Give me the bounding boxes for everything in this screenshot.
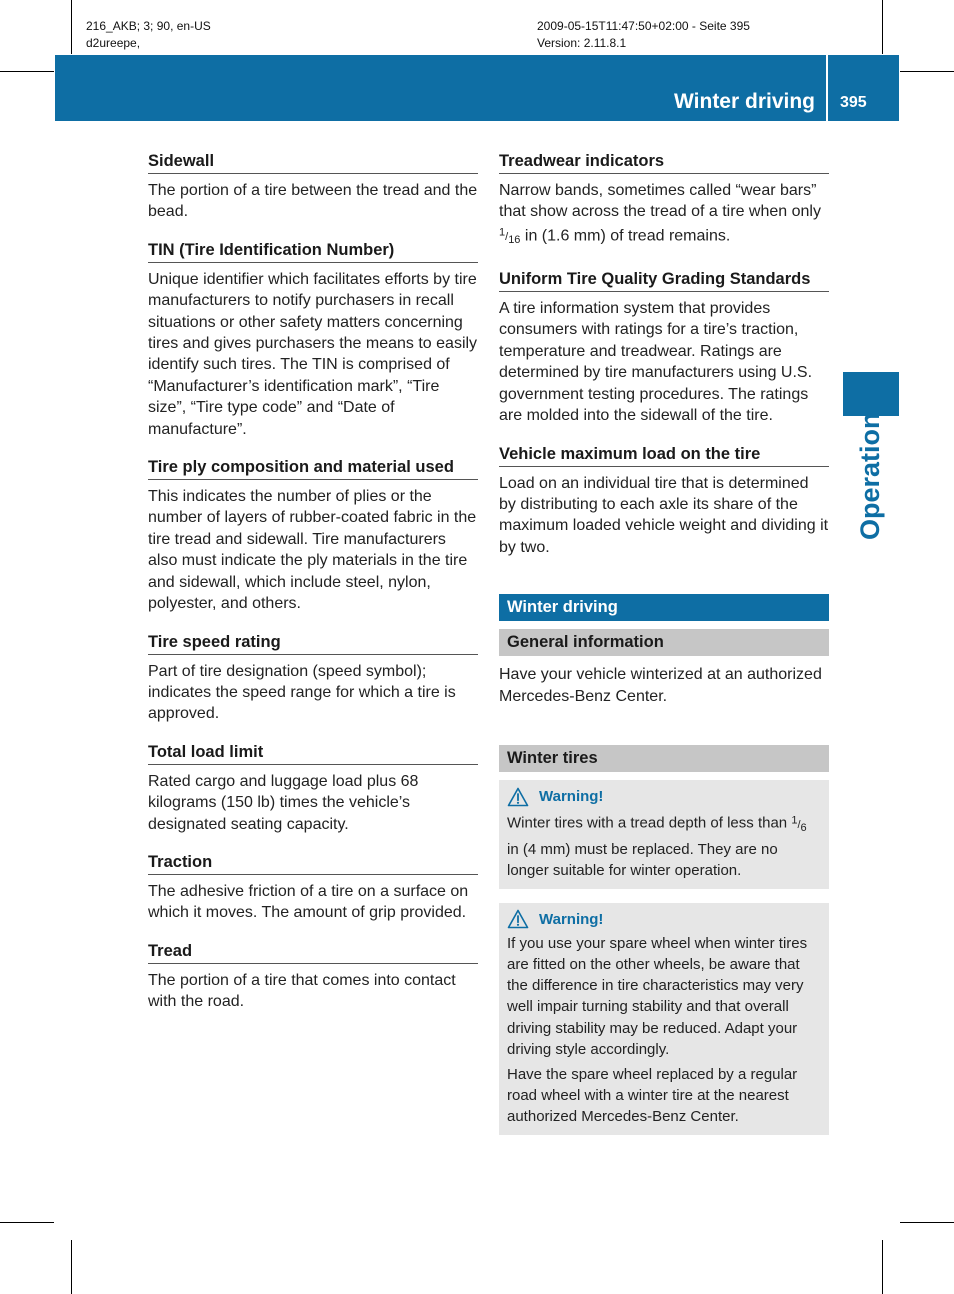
section-heading-winter-driving: Winter driving	[499, 594, 829, 621]
glossary-term: TIN (Tire Identification Number)	[148, 239, 478, 263]
glossary-entry	[148, 456, 478, 614]
crop-mark	[71, 1240, 72, 1294]
page-header	[55, 55, 899, 121]
glossary-definition: Rated cargo and luggage load plus 68 kilograms (150 lb) times the vehicle’s designated seating capacity.	[148, 772, 419, 833]
glossary-term: Tread	[148, 940, 478, 964]
glossary-definition: Load on an individual tire that is determined by distributing to each axle its share of the maximum loaded vehicle weight and dividing it by two.	[499, 474, 829, 556]
definition-text: in (1.6 mm) of tread remains.	[524, 227, 731, 245]
warning-text: If you use your spare wheel when winter tires are fitted on the other wheels, be aware that the difference in tire characteristics may very well impair turning stability and that overall driving stability may be reduced. Adapt your driving style accordingly.	[507, 934, 808, 1058]
crop-mark	[882, 0, 883, 54]
page-number: 395	[840, 94, 867, 111]
glossary-definition	[499, 180, 829, 252]
warning-title: Warning!	[539, 787, 604, 805]
warning-header	[507, 909, 821, 930]
fraction-numerator: 1	[499, 226, 506, 239]
side-tab	[843, 372, 899, 416]
glossary-entry	[499, 268, 829, 426]
subsection-heading-general-information: General information	[499, 629, 829, 656]
crop-mark	[0, 71, 54, 72]
print-meta-right	[537, 18, 750, 52]
warning-triangle-icon	[507, 909, 529, 929]
glossary-definition: A tire information system that provides consumers with ratings for a tire’s traction, temperature and treadwear. Ratings are determined by tire manufacturers using U.S. government testing procedures. The ratings are molded into the sidewall of the tire.	[499, 300, 813, 425]
warning-text-part: in (4 mm) must be replaced. They are no longer suitable for winter operation.	[507, 841, 778, 880]
glossary-definition: The portion of a tire that comes into contact with the road.	[148, 971, 456, 1011]
glossary-entry	[148, 741, 478, 835]
fraction: $^1/_6$	[791, 814, 807, 834]
glossary-term: Tire ply composition and material used	[148, 456, 478, 480]
right-column	[499, 150, 829, 1135]
glossary-term: Tire speed rating	[148, 631, 478, 655]
crop-mark	[900, 1222, 954, 1223]
glossary-term: Vehicle maximum load on the tire	[499, 443, 829, 467]
glossary-term: Total load limit	[148, 741, 478, 765]
glossary-entry	[148, 631, 478, 725]
crop-mark	[900, 71, 954, 72]
glossary-definition: Unique identifier which facilitates efforts by tire manufacturers to notify purchasers in recall situations or other safety matters concerning tires and gives purchasers the means to easily identify such tires. The TIN is comprised of “Manufacturer’s identification mark”, “Tire size”, “Tire type code” and “Date of manufacture”.	[148, 270, 478, 438]
glossary-definition: The portion of a tire between the tread and the bead.	[148, 182, 478, 221]
glossary-entry	[148, 851, 478, 924]
warning-text: Have the spare wheel replaced by a regular road wheel with a winter tire at the nearest authorized Mercedes-Benz Center.	[507, 1066, 798, 1126]
glossary-term: Sidewall	[148, 150, 478, 174]
side-section-label: Operation	[855, 412, 885, 540]
warning-triangle-icon	[507, 787, 529, 807]
print-meta-right-line1: 2009-05-15T11:47:50+02:00 - Seite 395	[537, 19, 750, 33]
glossary-entry	[499, 443, 829, 559]
fraction-denominator: 6	[800, 821, 807, 834]
fraction-numerator: 1	[791, 814, 798, 827]
definition-text: Narrow bands, sometimes called “wear bars” that show across the tread of a tire when only	[499, 182, 821, 221]
glossary-definition: This indicates the number of plies or the number of layers of rubber-coated fabric in the tire tread and sidewall. Tire manufacturers also must indicate the ply materials in the tire and sidewall, which include steel, nylon, polyester, and others.	[148, 488, 477, 613]
left-column	[148, 150, 478, 1029]
crop-mark	[71, 0, 72, 54]
fraction: $^1/_{16}$	[499, 226, 521, 247]
glossary-definition: Part of tire designation (speed symbol); indicates the speed range for which a tire is approved.	[148, 662, 456, 723]
glossary-term: Traction	[148, 851, 478, 875]
glossary-term: Uniform Tire Quality Grading Standards	[499, 268, 829, 292]
warning-box	[499, 780, 829, 889]
crop-mark	[0, 1222, 54, 1223]
subsection-heading-winter-tires: Winter tires	[499, 745, 829, 772]
warning-text-part: Winter tires with a tread depth of less than	[507, 814, 788, 832]
print-meta-left-line1: 216_AKB; 3; 90, en-US	[86, 19, 211, 33]
print-meta-left	[86, 18, 211, 52]
fraction-denominator: 16	[508, 234, 521, 247]
glossary-entry	[148, 239, 478, 440]
general-information-text: Have your vehicle winterized at an authorized Mercedes-Benz Center.	[499, 666, 822, 705]
glossary-term: Treadwear indicators	[499, 150, 829, 174]
crop-mark	[882, 1240, 883, 1294]
glossary-entry	[148, 940, 478, 1013]
glossary-entry	[499, 150, 829, 252]
header-section-title: Winter driving	[674, 90, 815, 113]
print-meta-right-line2: Version: 2.11.8.1	[537, 36, 627, 50]
print-meta-left-line2: d2ureepe,	[86, 36, 141, 50]
warning-title: Warning!	[539, 910, 604, 928]
warning-header	[507, 786, 821, 807]
glossary-entry	[148, 150, 478, 223]
header-divider	[826, 55, 828, 121]
glossary-definition: The adhesive friction of a tire on a surface on which it moves. The amount of grip provided.	[148, 882, 469, 922]
warning-box	[499, 903, 829, 1135]
warning-text	[507, 810, 821, 881]
